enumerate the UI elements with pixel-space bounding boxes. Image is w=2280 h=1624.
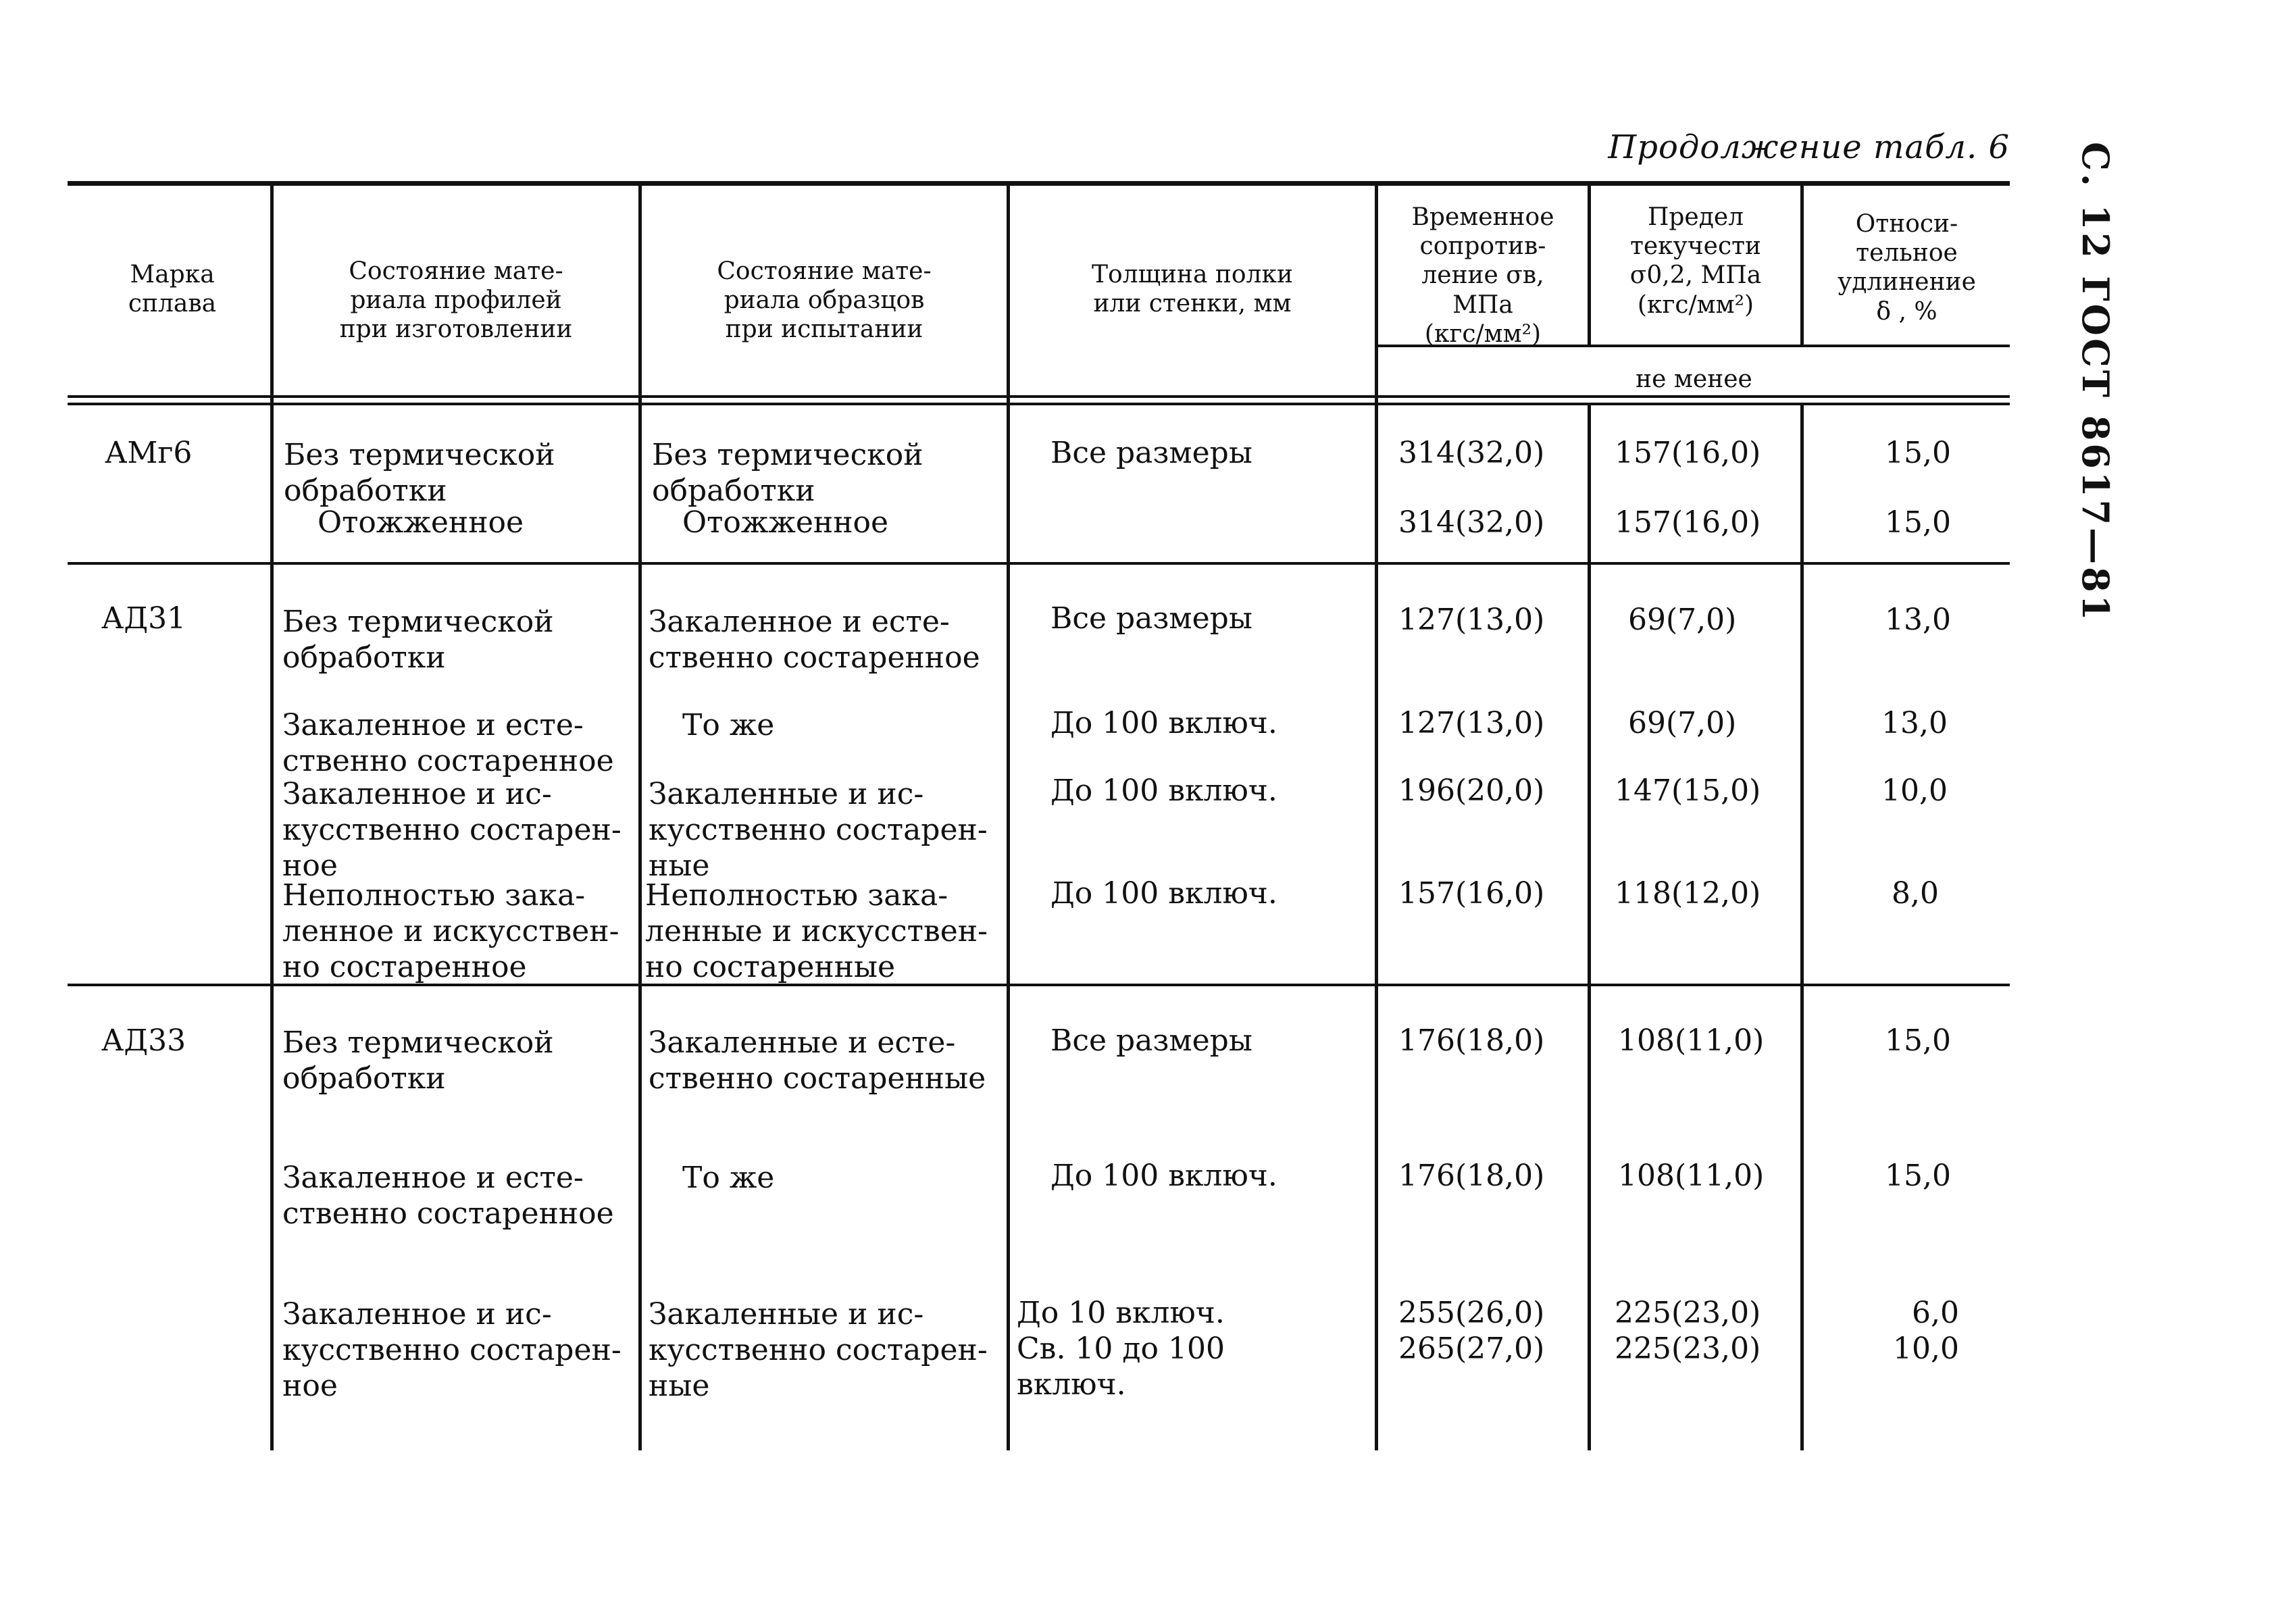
cell-yield: 108(11,0) xyxy=(1618,1023,1765,1058)
col-divider-1 xyxy=(270,186,274,1450)
cell-yield: 157(16,0) xyxy=(1615,505,1761,540)
cell-elongation: 10,0 xyxy=(1881,773,1948,808)
col-divider-3 xyxy=(1007,186,1010,1450)
cell-manufacture: Закаленное и ис- кусственно состарен- ное xyxy=(282,1297,622,1403)
cell-test: Закаленные и ис- кусственно состарен- ные xyxy=(649,777,988,883)
header-rule-2 xyxy=(68,403,2010,405)
cell-manufacture: Неполностью зака- ленное и искусствен- но состаренное xyxy=(282,878,619,984)
cell-tensile: 314(32,0) xyxy=(1398,436,1545,470)
cell-tensile: 157(16,0) xyxy=(1398,876,1545,911)
header-not-less: не менее xyxy=(1636,365,1752,393)
cell-elongation: 15,0 xyxy=(1885,1159,1951,1193)
cell-test: То же xyxy=(682,1161,775,1195)
header-thickness: Толщина полки или стенки, мм xyxy=(1092,261,1293,318)
cell-manufacture: Без термической обработки xyxy=(282,1025,554,1096)
header-yield: Предел текучести σ0,2, МПа (кгс/мм²) xyxy=(1629,203,1762,319)
header-grade: Марка сплава xyxy=(128,261,217,318)
cell-thickness: До 100 включ. xyxy=(1050,706,1277,740)
cell-thickness: Все размеры xyxy=(1050,436,1252,470)
table-caption: Продолжение табл. 6 xyxy=(1608,128,2010,166)
cell-yield: 69(7,0) xyxy=(1628,706,1737,740)
cell-yield: 69(7,0) xyxy=(1628,603,1737,637)
header-tensile: Временное сопротив- ление σв, МПа (кгс/мм²) xyxy=(1411,203,1554,348)
cell-manufacture: Без термической обработки xyxy=(282,605,554,675)
cell-test: Закаленное и есте- ственно состаренное xyxy=(649,605,980,675)
cell-tensile: 196(20,0) xyxy=(1398,773,1545,808)
header-elongation: Относи- тельное удлинение δ , % xyxy=(1838,210,1976,326)
top-rule xyxy=(68,181,2010,186)
cell-elongation: 15,0 xyxy=(1885,505,1951,540)
cell-elongation: 13,0 xyxy=(1881,706,1948,740)
cell-manufacture: Закаленное и ис- кусственно состарен- ное xyxy=(282,777,622,883)
group-rule-amg6 xyxy=(68,562,2010,565)
cell-tensile: 255(26,0) 265(27,0) xyxy=(1398,1296,1545,1366)
cell-tensile: 127(13,0) xyxy=(1398,603,1545,637)
cell-tensile: 176(18,0) xyxy=(1398,1023,1545,1058)
header-rule xyxy=(68,395,2010,398)
cell-yield: 118(12,0) xyxy=(1615,876,1761,911)
col-divider-6b xyxy=(1800,405,1804,1450)
header-state-test: Состояние мате- риала образцов при испытании xyxy=(717,257,932,344)
col-divider-2 xyxy=(638,186,642,1450)
cell-elongation: 15,0 xyxy=(1885,436,1951,470)
cell-elongation: 15,0 xyxy=(1885,1023,1951,1058)
cell-manufacture: Закаленное и есте- ственно состаренное xyxy=(282,1161,614,1231)
cell-grade: АД33 xyxy=(101,1023,186,1058)
cell-manufacture: Без термической обработки xyxy=(284,438,555,508)
page-side-label: С. 12 ГОСТ 8617—81 xyxy=(2074,142,2117,624)
cell-tensile: 176(18,0) xyxy=(1398,1159,1545,1193)
cell-thickness: До 100 включ. xyxy=(1050,773,1277,808)
cell-test: Неполностью зака- ленные и искусствен- но состаренные xyxy=(645,878,988,984)
cell-thickness: Все размеры xyxy=(1050,1023,1252,1058)
cell-test: То же xyxy=(682,708,775,742)
cell-tensile: 127(13,0) xyxy=(1398,706,1545,740)
cell-test: Закаленные и ис- кусственно состарен- ные xyxy=(649,1297,988,1403)
cell-test: Отожженное xyxy=(682,505,889,540)
cell-grade: АМг6 xyxy=(105,436,193,470)
col-divider-5b xyxy=(1588,405,1591,1450)
cell-tensile: 314(32,0) xyxy=(1398,505,1545,540)
cell-yield: 225(23,0) 225(23,0) xyxy=(1615,1296,1761,1366)
cell-elongation: 13,0 xyxy=(1885,603,1951,637)
cell-yield: 157(16,0) xyxy=(1615,436,1761,470)
cell-thickness: До 10 включ. Св. 10 до 100 включ. xyxy=(1017,1296,1225,1402)
cell-thickness: Все размеры xyxy=(1050,601,1252,636)
cell-test: Без термической обработки xyxy=(652,438,923,508)
cell-elongation: 6,0 10,0 xyxy=(1893,1296,1959,1366)
cell-test: Закаленные и есте- ственно состаренные xyxy=(649,1025,986,1096)
cell-yield: 108(11,0) xyxy=(1618,1159,1765,1193)
cell-yield: 147(15,0) xyxy=(1615,773,1761,808)
cell-thickness: До 100 включ. xyxy=(1050,876,1277,911)
cell-manufacture: Отожженное xyxy=(318,505,524,540)
header-state-manufacture: Состояние мате- риала профилей при изготовлении xyxy=(339,257,573,344)
cell-grade: АД31 xyxy=(101,601,186,636)
cell-elongation: 8,0 xyxy=(1892,876,1939,911)
cell-manufacture: Закаленное и есте- ственно состаренное xyxy=(282,708,614,778)
cell-thickness: До 100 включ. xyxy=(1050,1159,1277,1193)
